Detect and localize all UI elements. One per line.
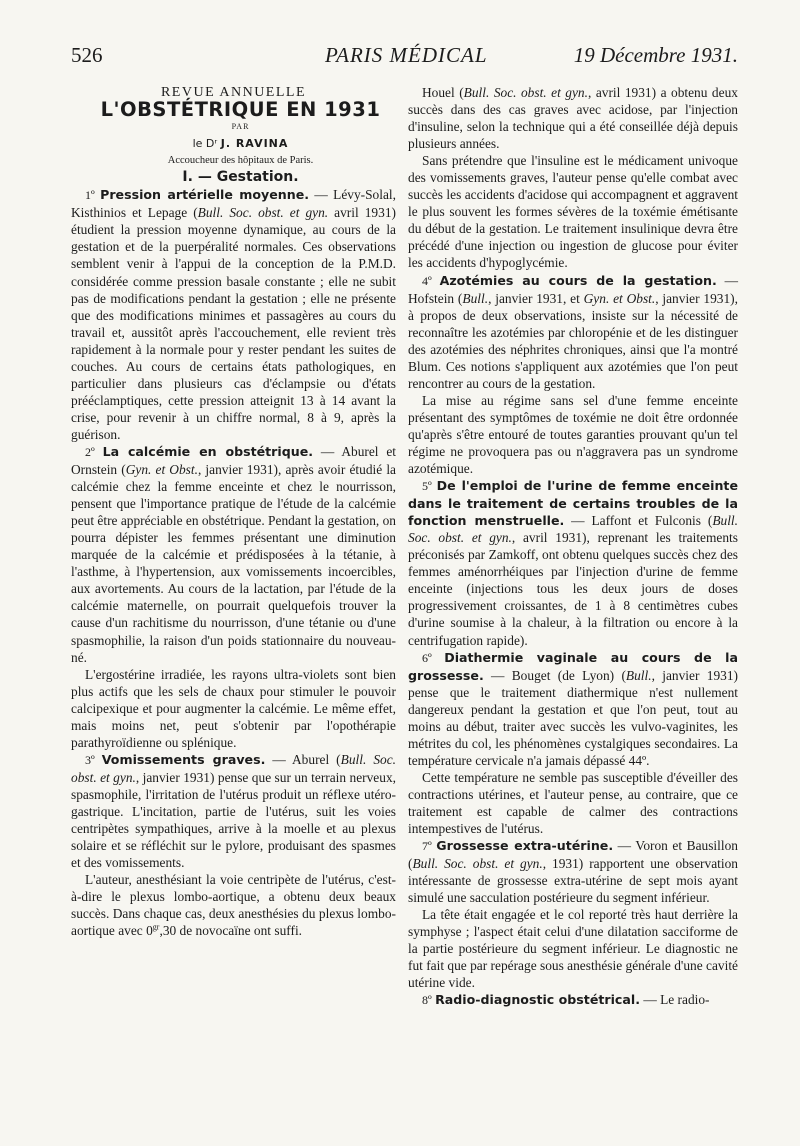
heading-radio-diagnostic: Radio-diagnostic obstétrical. — [435, 992, 640, 1008]
journal-title: PARIS MÉDICAL — [325, 43, 488, 67]
page-number: 526 — [71, 43, 103, 67]
paragraph-tete-engagee: La tête était engagée et le col reporté très haut derrière la symphyse ; l'aspect était celui d'une dilatation sacciforme de la partie postérieure du segment inférieur. Le diagnostic ne fut fait que par repérage sous anesthésie générale d'une cavité utérine vide. — [408, 907, 738, 991]
heading-vomissements: Vomissements graves. — [101, 751, 266, 767]
paragraph-ergosterine: L'ergostérine irradiée, les rayons ultra-violets sont bien plus actifs que les sels de chaux pour stimuler le pouvoir calcipexique et pour augmenter la calcémie. Le même effet, mais moins net, peut s'obtenir par l'opothérapie parathyroïdienne ou splénique. — [71, 666, 396, 750]
section-heading: I. — Gestation. — [182, 169, 299, 186]
heading-urine: De l'emploi de l'urine de femme enceinte dans le traitement de certains troubles de la fonction menstruelle. — [408, 478, 738, 529]
heading-azotemies: Azotémies au cours de la gestation. — [439, 272, 717, 288]
heading-diathermie: Diathermie vaginale au cours de la grossesse. — [408, 649, 738, 683]
heading-grossesse-extra-uterine: Grossesse extra-utérine. — [436, 838, 614, 854]
author-name: J. RAVINA — [220, 137, 289, 151]
paragraph-insuline: Sans prétendre que l'insuline est le médicament univoque des vomissements graves, l'auteur pense qu'elle combat avec succès les accidents d'acidose qui accompagnent et aggravent le plus souvent les formes sévères de la toxémie émétisante du début de la gestation. Le traitement insulinique devra être précédé d'une injection ou ingestion de glucose pour éviter les accidents d'hypoglycémie. — [408, 153, 738, 271]
paragraph-calcemie: 2º La calcémie en obstétrique. — Aburel et Ornstein (Gyn. et Obst., janvier 1931), après avoir étudié la calcémie chez la femme enceinte et chez le nourrisson, pensent que l'importance pratique de l'étude de la calcémie peut être appréciable en obstétrique. Pendant la gestation, on pourra dépister les femmes présentant une diminution marquée de la calcémie et prédisposées à la tétanie, à l'asthme, à l'hypertension, aux vomissements incoercibles, aux avortements. Au cours de la lactation, par l'étude de la calcémie maternelle, on pourrait quelquefois trouver la cause d'un rachitisme du nourrisson, d'une tétanie ou d'une spasmophilie, la raison d'un poids stationnaire du nouveau-né. — [71, 443, 396, 665]
right-column — [408, 84, 738, 1010]
paragraph-radio-diagnostic: 8º Radio-diagnostic obstétrical. — Le radio- — [422, 992, 710, 1008]
paragraph-regime-sans-sel: La mise au régime sans sel d'une femme enceinte présentant des symptômes de toxémie ne doit être ordonnée qu'après s'être entouré de toutes garanties prouvant qu'un tel régime ne provoquera pas ou n'aggravera pas un syndrome azotémique. — [408, 392, 738, 477]
paragraph-grossesse-extra-uterine: 7º Grossesse extra-utérine. — Voron et Bausillon (Bull. Soc. obst. et gyn., 1931) rapportent une observation intéressante de grossesse extra-utérine de sept mois ayant simulé une sacculation postérieure du segment inférieur. — [408, 838, 738, 906]
paragraph-urine: 5º De l'emploi de l'urine de femme enceinte dans le traitement de certains troubles de la fonction menstruelle. — Laffont et Fulconis (Bull. Soc. obst. et gyn., avril 1931), reprenant les traitements préconisés par Zamkoff, ont obtenu quelques succès chez des femmes aménorrhéiques par l'injection d'urine de femme enceinte (injections tous les deux jours de doses progressivement croissantes, de 1 à 8 centimètres cubes d'urine soumise à la chaleur, à la filtration ou encore à la centrifugation rapide). — [408, 478, 738, 648]
byline-par: PAR — [231, 122, 250, 132]
rubric-label: REVUE ANNUELLE — [160, 85, 307, 100]
author-line — [71, 135, 396, 152]
paragraph-temperature: Cette température ne semble pas susceptible d'éveiller des contractions utérines, et l'auteur pense, au contraire, que ce traitement est capable de calmer des contractions intempestives de l'utérus. — [408, 769, 738, 837]
paragraph-houel: Houel (Bull. Soc. obst. et gyn., avril 1931) a obtenu deux succès dans des cas graves avec acidose, par l'injection d'insuline, selon la technique qui a été conseillée déjà depuis plusieurs années. — [408, 85, 738, 152]
left-column — [71, 84, 396, 939]
paragraph-diathermie: 6º Diathermie vaginale au cours de la grossesse. — Bouget (de Lyon) (Bull., janvier 1931) pense que le traitement diathermique n'est nullement dangereux pendant la gestation et que l'on peut, tout au moins au début, traiter avec succès les vulvo-vaginites, les métrites du col, les phénomènes cystalgiques secondaires. La température cervicale n'a jamais dépassé 44º. — [408, 649, 738, 768]
paragraph-vomissements: 3º Vomissements graves. — Aburel (Bull. Soc. obst. et gyn., janvier 1931) pense que sur un terrain nerveux, spasmophile, l'irritation de l'utérus produit un réflexe utéro-gastrique. L'incitation, partie de l'utérus, suit les voies centripètes sympathiques, arrive à la moelle et au plexus solaire et se réfléchit sur le pylore, produisant des spasmes et des vomissements. — [71, 751, 396, 871]
paragraph-pression-arterielle: 1º Pression artérielle moyenne. — Lévy-Solal, Kisthinios et Lepage (Bull. Soc. obst. et gyn. avril 1931) étudient la pression moyenne dynamique, au cours de la gestation et de la puerpéralité normales. Ces observations semblent venir à l'appui de la conception de la P.M.D. considérée comme pression basale constante ; elle ne subit pas de modifications pendant la gestation ; elle ne présente que des modifications minimes et passagères au cours du travail et, aussitôt après l'accouchement, elle revient très rapidement à la normale pour y rester pendant les suites de couches. Au cours de certains états pathologiques, en particulier dans plusieurs cas d'éclampsie ou d'états prééclamptiques, cette pression atteignit 13 à 14 avant la crise, pour revenir à un chiffre normal, 8 à 9, après la guérison. — [71, 187, 396, 442]
heading-pression-arterielle: Pression artérielle moyenne. — [100, 187, 310, 203]
paragraph-anesthesie: L'auteur, anesthésiant la voie centripète de l'utérus, c'est-à-dire le plexus lombo-aortique, a obtenu deux beaux succès. Dans chaque cas, deux anesthésies du plexus lombo-aortique avec $0^{gr},30$ de novocaïne ont suffi. — [71, 872, 396, 939]
article-title: L'OBSTÉTRIQUE EN 1931 — [100, 98, 381, 122]
heading-calcemie: La calcémie en obstétrique. — [102, 443, 314, 459]
issue-date: 19 Décembre 1931. — [573, 43, 738, 67]
paragraph-azotemies: 4º Azotémies au cours de la gestation. — Hofstein (Bull., janvier 1931, et Gyn. et Obst., janvier 1931), à propos de deux observations, insiste sur la nécessité de reconnaître les azotémies par chloropénie et de les distinguer des azotémies des néphrites chroniques, ainsi que l'a montré Blum. Ces notions s'appliquent aux azotémies que l'on peut rencontrer au cours de la gestation. — [408, 272, 738, 391]
author-affiliation: Accoucheur des hôpitaux de Paris. — [167, 155, 314, 167]
author-prefix: le Dʳ — [192, 137, 218, 151]
